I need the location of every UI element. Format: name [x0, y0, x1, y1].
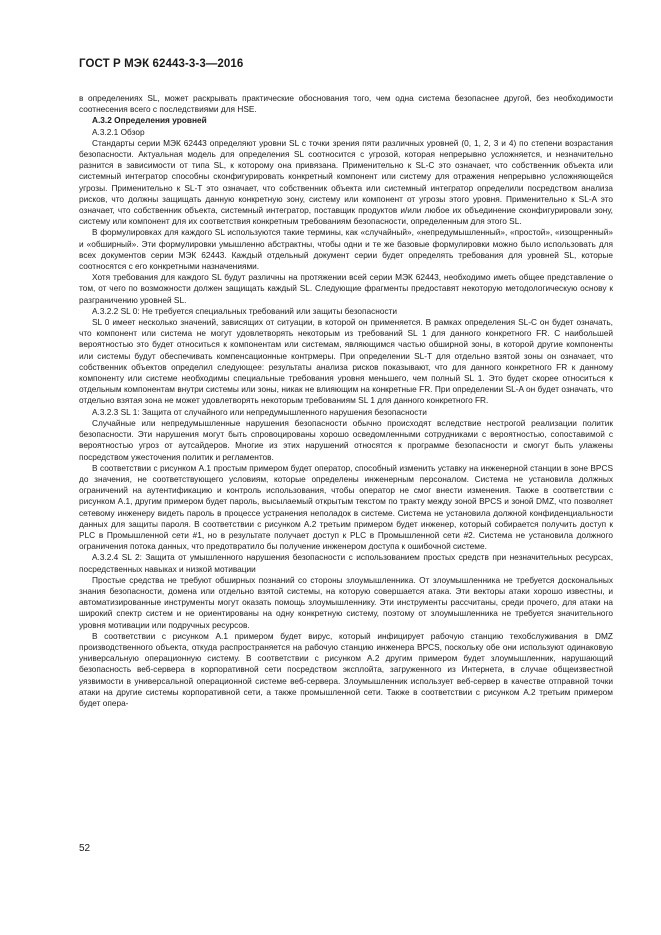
- paragraph: В формулировках для каждого SL используются такие термины, как «случайный», «непредумышленный», «простой», «изощренный» и «обширный». Эти формулировки умышленно абстрактны, чтобы одни и те же базовые формулировки можно было использовать для всех документов серии МЭК 62443. Каждый отдельный документ серии будет определять требования для уровней SL, которые соотносятся с его конкретными назначениями.: [79, 227, 613, 272]
- section-heading: А.3.2 Определения уровней: [92, 115, 207, 126]
- body-text: [79, 93, 613, 709]
- paragraph: Хотя требования для каждого SL будут различны на протяжении всей серии МЭК 62443, необходимо иметь общее представление о том, от чего по возможности должен защищать каждый SL. Следующие фрагменты предоставят некоторую методологическую основу к разграничению уровней SL.: [79, 272, 613, 305]
- paragraph: Простые средства не требуют обширных познаний со стороны злоумышленника. От злоумышленника не требуется доскональных знания безопасности, домена или отдельно взятой системы, на которую совершается атака. Эти векторы атаки хорошо известны, и автоматизированные инструменты могут оказать помощь злоумышленнику. Эти инструменты рассчитаны, среди прочего, для атаки на широкий спектр систем и не ориентированы на одну конкретную систему, поэтому от злоумышленника не требуется значительного уровня мотивации или подручных ресурсов.: [79, 574, 613, 630]
- paragraph: в определениях SL, может раскрывать практические обоснования того, чем одна система безопаснее другой, без необходимости соотнесения всего с последствиями для HSE.: [79, 93, 613, 115]
- paragraph: А.3.2.4 SL 2: Защита от умышленного нарушения безопасности с использованием простых средств при незначительных ресурсах, посредственных навыках и низкой мотивации: [79, 552, 613, 574]
- paragraph: Случайные или непредумышленные нарушения безопасности обычно происходят вследствие нестрогой реализации политик безопасности. Эти нарушения могут быть спровоцированы хорошо осведомленными сотрудниками с вероятностью, сопоставимой с вероятностью угроз от аутсайдеров. Многие из этих нарушений относятся к программе безопасности и смогут быть улажены посредством ужесточения политик и регламентов.: [79, 417, 613, 462]
- paragraph: А.3.2.2 SL 0: Не требуется специальных требований или защиты безопасности: [92, 305, 398, 316]
- page-number: 52: [79, 843, 91, 854]
- paragraph: А.3.2.3 SL 1: Защита от случайного или непредумышленного нарушения безопасности: [92, 406, 427, 417]
- paragraph: А.3.2.1 Обзор: [92, 126, 145, 137]
- paragraph: В соответствии с рисунком А.1 простым примером будет оператор, способный изменить уставку на инженерной станции в зоне BPCS до значения, не соответствующего условиям, которые определены инженерным персоналом. Система не установила должных ограничений на аутентификацию и контроль использования, чтобы оператор не смог внести изменения. Также в соответствии с рисунком А.1, другим примером будет пароль, высылаемый открытым текстом по тракту между зоной BPCS и зоной DMZ, что позволяет сетевому инженеру видеть пароль в процессе устранения неполадок в системе. Система не установила должной конфиденциальности данных для защиты пароля. В соответствии с рисунком А.2 третьим примером будет инженер, который собирается получить доступ к PLC в Промышленной сети #1, но в результате получает доступ к PLC в Промышленной сети #2. Система не установила должного ограничения потока данных, что предотвратило бы получение инженером доступа к ошибочной системе.: [79, 462, 613, 552]
- running-header: ГОСТ Р МЭК 62443-3-3—2016: [79, 58, 244, 70]
- paragraph: В соответствии с рисунком А.1 примером будет вирус, который инфицирует рабочую станцию техобслуживания в DMZ производственного объекта, откуда распространяется на рабочую станцию инженера BPCS, поскольку обе они используют одинаковую универсальную операционную систему. В соответствии с рисунком А.2 другим примером будет злоумышленник, нарушающий безопасность веб-сервера в корпоративной сети посредством эксплойта, загруженного из Интернета, в случае общеизвестной уязвимости в универсальной операционной системе веб-сервера. Злоумышленник использует веб-сервер в качестве отправной точки атаки на другие системы корпоративной сети, а также промышленной сети. Также в соответствии с рисунком А.2 третьим примером будет опера-: [79, 630, 613, 708]
- paragraph: Стандарты серии МЭК 62443 определяют уровни SL с точки зрения пяти различных уровней (0, 1, 2, 3 и 4) по степени возрастания безопасности. Актуальная модель для определения SL соотносится с угрозой, которая непрерывно усложняется, и незначительно разнится в зависимости от типа SL, к которому она привязана. Применительно к SL-C это означает, что собственник объекта или системный интегратор способны сконфигурировать конкретный компонент или систему для отражения непрерывно усложняющейся угрозы. Применительно к SL-T это означает, что собственник объекта или системный интегратор определили посредством анализа рисков, что должны защищать данную конкретную зону, систему или компонент от угрозы этого уровня. Применительно к SL-A это означает, что собственник объекта, системный интегратор, поставщик продуктов и/или любое их объединение сконфигурировали зону, систему или компонент для их соответствия конкретным требованиям безопасности, определенным для этого SL.: [79, 137, 613, 227]
- paragraph: SL 0 имеет несколько значений, зависящих от ситуации, в которой он применяется. В рамках определения SL-C он будет означать, что компонент или система не могут удовлетворять некоторым из требований SL 1 для данного конкретного FR. С наибольшей вероятностью это будет относиться к компонентам или системам, являющимся частью обширной зоны, в которой другие компоненты или системы будут обеспечивать компенсационные контрмеры. При определении SL-T для отдельно взятой зоны он означает, что собственник объектов определил следующее: результаты анализа рисков показывают, что для данного конкретного FR к данному компоненту или системе необходимы специальные требования уровня меньшего, чем полный SL 1. Это будет скорее относиться к отдельным компонентам внутри системы или зоны, никак не влияющим на конкретные FR. При определении SL-A он будет означать, что отдельно взятая зона не может удовлетворять некоторым требованиям SL 1 для данного конкретного FR.: [79, 317, 613, 406]
